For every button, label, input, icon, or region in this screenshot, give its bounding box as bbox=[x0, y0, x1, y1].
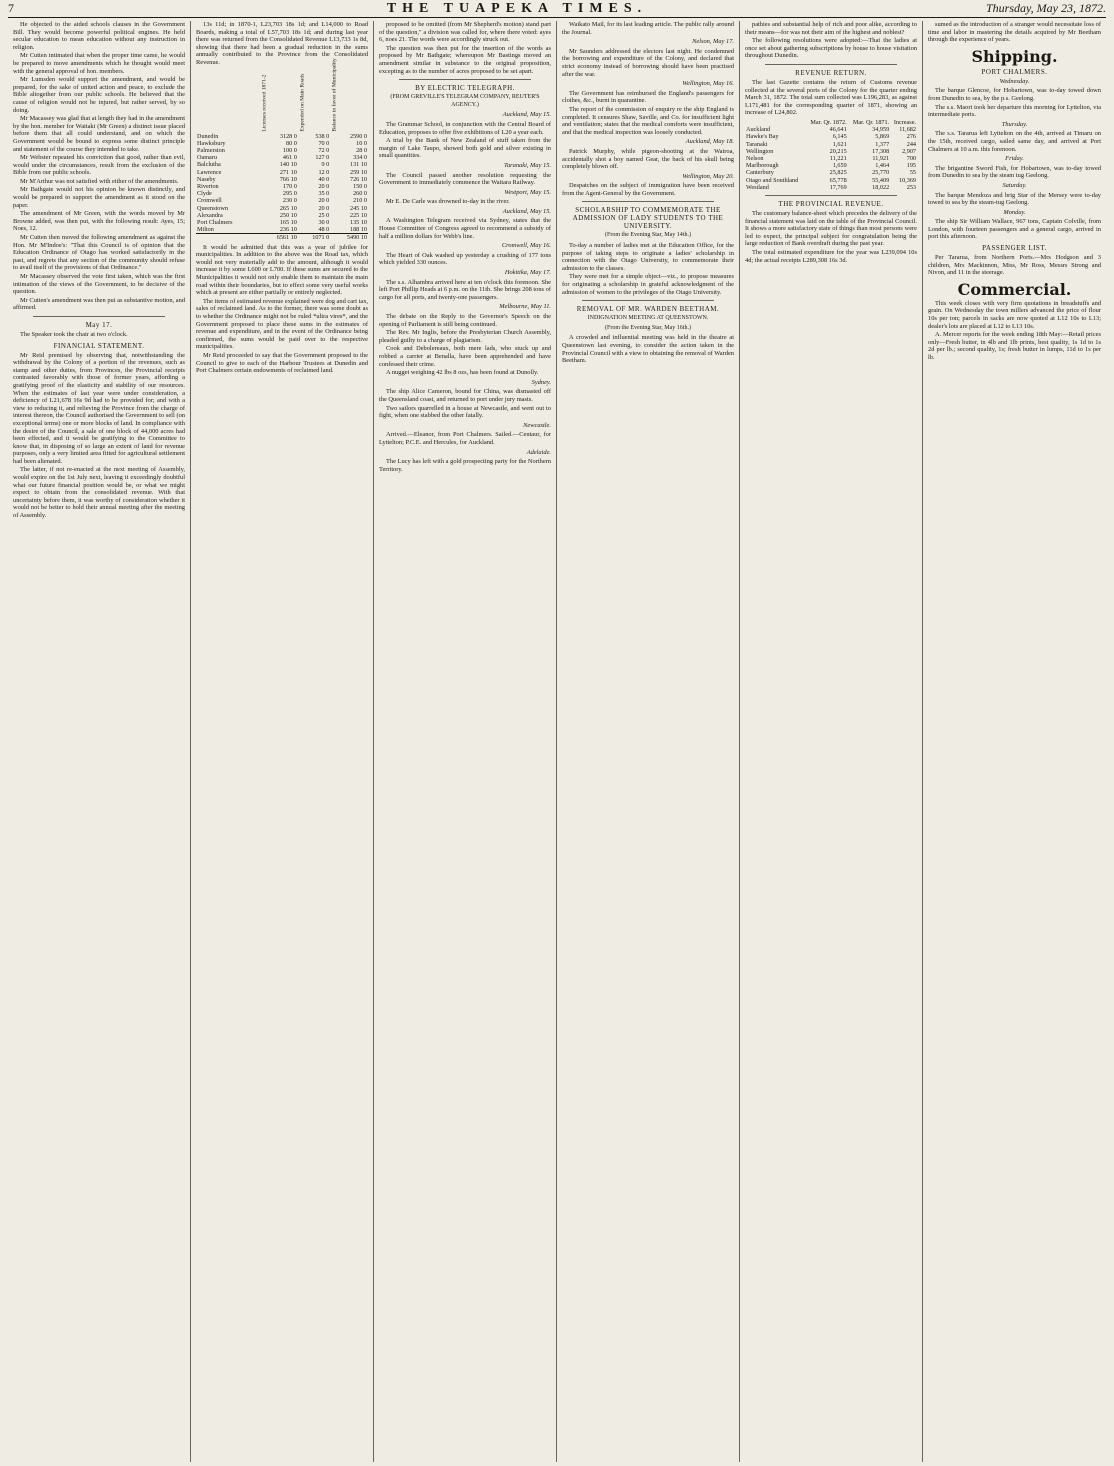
section-heading: PORT CHALMERS. bbox=[981, 67, 1048, 76]
section-heading: REVENUE RETURN. bbox=[795, 68, 867, 77]
table-cell: 55 bbox=[909, 169, 916, 177]
table-cell: Hawksbury bbox=[197, 139, 226, 147]
table-cell: 135 10 bbox=[349, 219, 367, 226]
table-cell: Balclutha bbox=[197, 161, 221, 169]
table-cell: 271 10 bbox=[279, 168, 297, 176]
article-paragraph: Despatches on the subject of immigration have been received from the Agent-General by the Government. bbox=[562, 182, 734, 197]
table-row bbox=[196, 205, 368, 212]
column-6 bbox=[923, 21, 1106, 1462]
table-cell: 188 10 bbox=[349, 226, 367, 234]
table-cell: Hawke's Bay bbox=[746, 133, 779, 141]
section-subheading: (From the Evening Star, May 16th.) bbox=[605, 324, 691, 331]
article-paragraph: Per Tararua, from Northern Ports.—Mrs Hodgson and 3 children, Mrs Mackinnon, Miss, Mr Ross, Messrs Strong and Nivon, and 11 in the steerage. bbox=[928, 254, 1101, 277]
article-paragraph: The following resolutions were adopted:—That the ladies at once set about gathering subscriptions by house to house visitation throughout Dunedin. bbox=[745, 37, 917, 60]
article-paragraph: The last Gazette contains the return of Customs revenue collected at the several ports of the Colony for the quarter ending March 31, 1872. The total sum collected was L196,283, as against L171,481 for the corresponding quarter of 1871, showing an increase of L24,802. bbox=[745, 78, 917, 117]
article-paragraph: Arrived.—Eleanor, from Port Chalmers. Sailed.—Centaur, for Lyttelton; P.C.E. and Hercules, for Auckland. bbox=[379, 431, 551, 446]
table-cell: 6561 10 bbox=[260, 234, 298, 242]
table-header: Mar. Qr. 1872. bbox=[810, 118, 847, 126]
table-cell: 131 10 bbox=[349, 161, 367, 169]
article-paragraph: Mr Reid premised by observing that, notwithstanding the withdrawal by the Colony of a portion of the revenues, such as stamp and other duties, from Provinces, the Provincial receipts contrasted favorably with those of former years, affording a gratifying proof of the elasticity and stability of our resources. When the estimates of last year were under consideration, a deficiency of L21,678 16s 9d had to be provided for; and with a view to reducing it, and relieving the Province from the charge of interest thereon, the Council authorised the Government to sell (on exceptional terms) one or more blocks of land. In compliance with the desire of the Council, a sale of one block of 44,000 acres had been effected, and it would be gratifying to the Committee to know that, in disposing of so large an extent of land for revenue purposes, only a very limited area fitted for agricultural settlement had been alienated. bbox=[13, 351, 185, 465]
table-cell: 10 0 bbox=[356, 139, 367, 147]
table-cell: 461 0 bbox=[282, 154, 297, 162]
table-row bbox=[196, 147, 368, 154]
dateline: Thursday. bbox=[1001, 120, 1028, 128]
table-cell: 1,464 bbox=[875, 162, 890, 170]
table-cell: 127 0 bbox=[315, 154, 330, 162]
table-cell: 225 10 bbox=[349, 211, 367, 219]
dateline: Cromwell, May 16. bbox=[501, 242, 551, 250]
table-cell: 12 0 bbox=[318, 168, 330, 176]
column-2 bbox=[191, 21, 374, 1462]
dateline: Auckland, May 15. bbox=[502, 111, 551, 119]
table-cell: 150 0 bbox=[353, 182, 367, 190]
table-cell: 9 0 bbox=[321, 161, 330, 169]
table-row bbox=[196, 161, 368, 168]
columns bbox=[8, 21, 1106, 1462]
dateline: Friday. bbox=[1005, 155, 1024, 163]
table-body bbox=[196, 133, 368, 242]
dateline: Nelson, May 17. bbox=[692, 38, 734, 46]
article-paragraph: 13s 11d; in 1870-1, L23,703 18s 1d; and L14,000 to Road Boards, making a total of L57,703 18s 1d; and during last year there was returned from the Consolidated Revenue L13,733 1s 8d, showing that there had been a gradual reduction in the sums annually contributed to the Province from the Consolidated Revenue. bbox=[196, 21, 368, 66]
article-paragraph: Mr Reid proceeded to say that the Government proposed to the Council to give to each of the Harbour Trustees at Dunedin and Port Chalmers certain endowments of reclaimed land. bbox=[196, 351, 368, 375]
table-cell: 230 0 bbox=[282, 197, 297, 205]
table-header-row bbox=[745, 119, 917, 126]
table-cell: 1,377 bbox=[875, 140, 890, 148]
page-number: 7 bbox=[8, 1, 14, 15]
table-cell: 245 10 bbox=[349, 204, 367, 212]
table-cell: 30 0 bbox=[318, 219, 330, 226]
dateline: Newcastle. bbox=[523, 421, 551, 429]
table-header bbox=[196, 69, 260, 133]
article-paragraph: Mr Cutten then moved the following amendment as against the Hon. Mr M'Indoe's: "That this Council is of opinion that the Education Ordinance of Otago has worked satisfactorily in the past, and regrets that any section of the community should refuse to avail itself of the provisions of that Ordinance." bbox=[13, 234, 185, 272]
customs-revenue-table bbox=[745, 119, 917, 191]
table-cell: Cromwell bbox=[197, 197, 222, 205]
table-cell: 34,959 bbox=[872, 126, 890, 134]
table-total-row bbox=[196, 234, 368, 242]
table-row bbox=[745, 148, 917, 155]
dateline: Monday. bbox=[1003, 208, 1026, 216]
column-3 bbox=[374, 21, 557, 1462]
table-cell: 25 0 bbox=[318, 211, 330, 219]
article-paragraph: A trial by the Bank of New Zealand of stuff taken from the margin of Lake Taupo, showed both gold and silver existing in small quantities. bbox=[379, 137, 551, 160]
table-cell: 210 0 bbox=[353, 197, 367, 205]
table-cell: 1,659 bbox=[832, 162, 847, 170]
table-cell: 766 10 bbox=[279, 175, 297, 183]
article-paragraph: pathies and substantial help of rich and poor alike, according to their means—for was not their aim of the highest and noblest? bbox=[745, 21, 917, 36]
table-cell bbox=[196, 234, 260, 242]
table-row bbox=[196, 219, 368, 226]
article-paragraph: Mr Cutten's amendment was then put as substantive motion, and affirmed. bbox=[13, 296, 185, 312]
section-heading: THE PROVINCIAL REVENUE. bbox=[778, 199, 884, 208]
section-heading: REMOVAL OF MR. WARDEN BEETHAM. bbox=[576, 305, 720, 314]
article-paragraph: He objected to the aided schools clauses in the Government Bill. They would become powerful political engines. He held secular education to mean education without any instruction in religion. bbox=[13, 21, 185, 51]
dateline: Auckland, May 18. bbox=[685, 138, 734, 146]
article-paragraph: The s.s. Maori took her departure this morning for Lyttelton, via intermediate ports. bbox=[928, 103, 1101, 119]
table-row bbox=[745, 126, 917, 133]
section-subheading: (FROM GREVILLE'S TELEGRAM COMPANY, REUTER'S AGENCY.) bbox=[390, 94, 540, 108]
table-header bbox=[745, 119, 805, 126]
article-paragraph: The Heart of Oak washed up yesterday a crushing of 177 tons which yielded 330 ounces. bbox=[379, 251, 551, 267]
table-cell: 253 bbox=[906, 183, 916, 191]
table-cell: Otago and Southland bbox=[746, 176, 799, 184]
table-cell: 260 0 bbox=[353, 190, 367, 198]
table-cell: 17,308 bbox=[872, 147, 890, 155]
article-paragraph: The latter, if not re-enacted at the next meeting of Assembly, would expire on the 1st July next, leaving it exceedingly doubtful what our future financial position would be, or what we might expect to obtain from the consolidated revenue. With that uncertainty before them, it was worthy of consideration whether it would not be better to hold their annual meeting after the meeting of Assembly. bbox=[13, 466, 185, 520]
table-cell: 236 10 bbox=[279, 226, 297, 234]
table-cell: Canterbury bbox=[746, 169, 774, 177]
table-cell: 20,215 bbox=[829, 147, 847, 155]
table-cell: Oamaru bbox=[197, 154, 217, 162]
table-row bbox=[196, 140, 368, 147]
column-5 bbox=[740, 21, 923, 1462]
article-paragraph: The Rev. Mr Inglis, before the Presbyterian Church Assembly, pleaded guilty to a charge of plagiarism. bbox=[379, 329, 551, 344]
table-row bbox=[196, 176, 368, 183]
table-row bbox=[745, 162, 917, 169]
table-cell: 244 bbox=[906, 140, 916, 148]
table-cell: 28 0 bbox=[356, 146, 367, 154]
article-paragraph: sumed as the introduction of a stranger would necessitate loss of time and labor in mastering the details acquired by Mr Beetham through the experience of years. bbox=[928, 21, 1101, 44]
table-cell: 250 10 bbox=[279, 211, 297, 219]
table-cell: 259 10 bbox=[349, 168, 367, 176]
table-cell: Westland bbox=[746, 183, 769, 191]
dateline: Auckland, May 15. bbox=[502, 207, 551, 215]
article-paragraph: The ship Sir William Wallace, 967 tons, Captain Colville, from London, with fourteen passengers and a general cargo, arrived in port this afternoon. bbox=[928, 218, 1101, 241]
article-paragraph: The amendment of Mr Green, with the words moved by Mr Browne added, was then put, with the following result: Ayes, 15; Noes, 12. bbox=[13, 210, 185, 233]
section-subheading: INDIGNATION MEETING AT QUEENSTOWN. bbox=[587, 315, 709, 322]
table-cell: 25,770 bbox=[872, 169, 890, 177]
divider bbox=[399, 79, 531, 80]
article-paragraph: The items of estimated revenue explained were dog and cart tax, sales of reclaimed land. As to the former, there was some doubt as to whether the Ordinance might not be ruled *ultra vires*, and the Government proposed to place these sums in the estimates of revenue and expenditure, and in the event of the Ordinance being confirmed, the sums would be paid over to the respective municipalities. bbox=[196, 297, 368, 351]
dateline: Westport, May 15. bbox=[504, 188, 551, 196]
table-cell: 295 0 bbox=[282, 190, 297, 198]
table-cell: 55,409 bbox=[872, 176, 890, 184]
table-cell: 165 10 bbox=[279, 219, 297, 226]
section-heading: FINANCIAL STATEMENT. bbox=[53, 341, 145, 350]
table-cell: Alexandra bbox=[197, 211, 223, 219]
table-cell: 2590 0 bbox=[349, 132, 367, 140]
article-paragraph: Cook and Debolereaux, both mere lads, who stuck up and robbed a carrier at Benalla, have been apprehended and have confessed their crime. bbox=[379, 345, 551, 368]
table-cell: 265 10 bbox=[279, 204, 297, 212]
table-cell: 700 bbox=[906, 154, 916, 162]
article-paragraph: The total estimated expenditure for the year was L239,094 10s 4d; the actual receipts L289,308 16s 3d. bbox=[745, 248, 917, 264]
table-cell: Palmerston bbox=[197, 146, 225, 154]
table-cell: Queenstown bbox=[197, 204, 228, 212]
article-paragraph: Two sailors quarrelled in a house at Newcastle, and went out to fight, when one stabbed the other fatally. bbox=[379, 404, 551, 420]
article-paragraph: A Washington Telegram received via Sydney, states that the House Committee of Congress agreed to recommend a subsidy of half a million dollars for Webb's line. bbox=[379, 217, 551, 240]
table-cell: 70 0 bbox=[318, 139, 330, 147]
article-paragraph: Mr Macassey observed the vote first taken, which was the first intimation of the views of the Government, to be decisive of the question. bbox=[13, 273, 185, 296]
article-paragraph: Patrick Murphy, while pigeon-shooting at the Wairoa, accidentally shot a boy named Gear, the back of his skull being completely blown off. bbox=[562, 147, 734, 171]
table-row bbox=[745, 141, 917, 148]
dateline: Hokitika, May 17. bbox=[504, 269, 551, 277]
table-cell: 10,369 bbox=[898, 176, 916, 184]
table-cell: 334 0 bbox=[353, 154, 367, 162]
article-paragraph: The customary balance-sheet which precedes the delivery of the financial statement was laid on the table of the Provincial Council. It shows a more satisfactory state of things than most persons were led to expect, the principal subject for congratulation being the large reduction of Bank overdraft during the past year. bbox=[745, 209, 917, 248]
table-cell: 20 0 bbox=[318, 197, 330, 205]
table-header: Licenses received 1871-2 bbox=[261, 74, 268, 132]
article-paragraph: Mr Cutten intimated that when the proper time came, he would be prepared to move amendments which he thought would meet with the general approval of hon. members. bbox=[13, 52, 185, 75]
table-header: Expended on Main Roads bbox=[299, 74, 306, 132]
article-paragraph: The ship Alice Cameron, bound for China, was dismasted off the Queensland coast, and returned to port under jury masts. bbox=[379, 388, 551, 403]
table-row bbox=[745, 184, 917, 191]
table-cell: 72 0 bbox=[318, 146, 330, 154]
table-row bbox=[745, 133, 917, 140]
table-cell: 46,641 bbox=[829, 126, 847, 134]
table-cell: 6,145 bbox=[832, 133, 847, 141]
table-cell: Port Chalmers bbox=[197, 219, 233, 226]
table-cell: 18,022 bbox=[872, 183, 890, 191]
table-cell: 11,682 bbox=[899, 126, 916, 134]
table-cell: 40 0 bbox=[318, 175, 330, 183]
table-cell: 170 0 bbox=[282, 182, 297, 190]
table-cell: 20 0 bbox=[318, 204, 330, 212]
table-cell: 140 10 bbox=[279, 161, 297, 169]
newspaper-title: THE TUAPEKA TIMES. bbox=[386, 0, 648, 16]
table-cell: 17,769 bbox=[829, 183, 847, 191]
dateline: Taranaki, May 15. bbox=[504, 161, 551, 169]
table-row bbox=[196, 133, 368, 140]
section-subheading: (From the Evening Star, May 14th.) bbox=[605, 232, 691, 239]
table-cell: 726 10 bbox=[349, 175, 367, 183]
article-paragraph: They were met for a simple object—viz., to propose measures for originating a scholarship in grateful acknowledgment of the admission of women to the privileges of the Otago University. bbox=[562, 273, 734, 296]
table-body bbox=[745, 126, 917, 191]
article-paragraph: A nugget weighing 42 lbs 8 ozs, has been found at Dunolly. bbox=[386, 369, 539, 377]
article-paragraph: Mr Bathgate would not his opinion be known distinctly, and would be prepared to support the amendment as it stood on the paper. bbox=[13, 186, 185, 209]
table-row bbox=[196, 154, 368, 161]
table-cell: Wellington bbox=[746, 147, 774, 155]
table-cell: 25,825 bbox=[829, 169, 847, 177]
article-paragraph: The barque Mendoza and brig Star of the Mersey were to-day towed to sea by the steam-tug Geelong. bbox=[928, 191, 1101, 207]
table-cell: 11,921 bbox=[872, 154, 890, 162]
table-cell: 80 0 bbox=[286, 139, 297, 147]
dateline: Wednesday. bbox=[999, 77, 1030, 85]
table-row bbox=[196, 226, 368, 234]
table-row bbox=[196, 183, 368, 190]
table-header: Increase. bbox=[893, 118, 916, 126]
dateline: Melbourne, May 11. bbox=[499, 303, 551, 311]
article-paragraph: Mr Lumsden would support the amendment, and would be prepared, for the sake of united action and peace, to exclude the Bible altogether from our public schools. He believed that the cause of religion would not be injured, but rather served, by so doing. bbox=[13, 76, 185, 114]
table-cell: Nelson bbox=[746, 154, 764, 162]
dateline: Wellington, May 16. bbox=[682, 80, 734, 88]
article-paragraph: The s.s. Tararua left Lyttelton on the 4th, arrived at Timaru on the 15th, received cargo, sailed same day, and arrived at Port Chalmers at 10 a.m. this forenoon. bbox=[928, 130, 1101, 153]
road-board-table bbox=[196, 58, 368, 242]
table-cell: 5490 10 bbox=[330, 234, 368, 242]
article-paragraph: Mr M'Arthur was not satisfied with either of the amendments. bbox=[20, 177, 179, 185]
article-paragraph: Mr E. De Carle was drowned to-day in the river. bbox=[386, 198, 510, 206]
article-paragraph: Waikato Mail, for its last leading article. The public rally around the Journal. bbox=[562, 21, 734, 36]
article-paragraph: The Grammar School, in conjunction with the Central Board of Education, proposes to offer five exhibitions of L20 a year each. bbox=[379, 120, 551, 136]
table-cell: 65,778 bbox=[829, 176, 847, 184]
article-paragraph: The debate on the Reply to the Governor's Speech on the opening of Parliament is still being continued. bbox=[379, 313, 551, 328]
divider bbox=[765, 64, 897, 65]
table-cell: 1,621 bbox=[832, 140, 847, 148]
table-cell: Taranaki bbox=[746, 140, 768, 148]
table-row bbox=[745, 177, 917, 184]
article-paragraph: The barque Glencoe, for Hobartown, was to-day towed down from Dunedin to sea, by the p.s. Geelong. bbox=[928, 87, 1101, 102]
article-paragraph: It would be admitted that this was a year of jubilee for municipalities. In addition to the above was the Road tax, which would not very materially add to the amount, although it would increase it by some L600 or L700. If these sums are secured to the Municipalities it would not only enable them to maintain the main road within their boundaries, but to effect some very useful works which at present are either partially or entirely neglected. bbox=[196, 243, 368, 297]
section-banner: Commercial. bbox=[957, 279, 1072, 299]
article-paragraph: A. Mercer reports for the week ending 18th May:—Retail prices only—Fresh butter, in 4lb and 1lb prints, best quality, 1s 1d to 1s 2d per lb.; second quality, 1s; fresh butter in lumps, 11d to 1s per lb. bbox=[928, 331, 1101, 361]
column-4 bbox=[557, 21, 740, 1462]
table-header: Balance in favor of Municipality bbox=[331, 58, 338, 132]
table-cell: Dunedin bbox=[197, 132, 219, 140]
table-cell: 538 0 bbox=[315, 132, 330, 140]
table-cell: 5,869 bbox=[875, 133, 890, 141]
section-heading: PASSENGER LIST. bbox=[982, 244, 1047, 253]
dateline: Wellington, May 20. bbox=[682, 172, 734, 180]
article-paragraph: This week closes with very firm quotations in breadstuffs and grain. On Wednesday the town millers advanced the price of flour 10s per ton; parcels in sacks are now quoted at L12 10s to L13; dealer's lots are placed at L12 to L13 10s. bbox=[928, 299, 1101, 330]
divider bbox=[582, 201, 714, 202]
table-row bbox=[196, 197, 368, 204]
table-cell: 2,907 bbox=[902, 147, 916, 155]
divider bbox=[33, 316, 165, 317]
table-cell: 100 0 bbox=[282, 146, 297, 154]
article-paragraph: The question was then put for the insertion of the words as proposed by Mr Bathgate; whereupon Mr Bastings moved an amendment similar in substance to the original proposition, excepting as to the number of acres proposed to be set apart. bbox=[379, 44, 551, 75]
table-row bbox=[745, 155, 917, 162]
table-cell: Naseby bbox=[197, 175, 216, 183]
table-cell: 20 0 bbox=[318, 182, 330, 190]
article-paragraph: The Council passed another resolution requesting the Government to immediately commence the Waitara Railway. bbox=[379, 171, 551, 187]
table-cell: 3128 0 bbox=[279, 132, 297, 140]
section-heading: BY ELECTRIC TELEGRAPH. bbox=[415, 84, 515, 93]
masthead bbox=[8, 0, 1106, 18]
article-paragraph: The brigantine Sword Fish, for Hobartown, was to-day towed from Dunedin to sea by the steam tug Geelong. bbox=[928, 164, 1101, 180]
article-paragraph: Mr Saunders addressed the electors last night. He condemned the borrowing and expenditure of the Colony, and declared that strict economy instead of borrowing should have been practised after the war. bbox=[562, 47, 734, 78]
section-heading: SCHOLARSHIP TO COMMEMORATE THE ADMISSION OF LADY STUDENTS TO THE UNIVERSITY. bbox=[572, 206, 724, 231]
table-row bbox=[196, 212, 368, 219]
table-cell: Milton bbox=[197, 226, 214, 234]
dateline: Adelaide. bbox=[526, 448, 551, 456]
column-1 bbox=[8, 21, 191, 1462]
dateline: Sydney. bbox=[531, 378, 551, 386]
article-paragraph: To-day a number of ladies met at the Education Office, for the purpose of taking steps to originate a ladies' scholarship in connection with the Otago University, to commemorate their admission to the classes. bbox=[562, 242, 734, 272]
article-paragraph: The Government has reimbursed the England's passengers for clothes, &c., burnt in quarantine. bbox=[562, 89, 734, 105]
table-row bbox=[196, 169, 368, 176]
dateline: Saturday. bbox=[1002, 181, 1027, 189]
table-row bbox=[196, 190, 368, 197]
divider bbox=[765, 195, 897, 196]
divider bbox=[582, 300, 714, 301]
table-cell: 276 bbox=[906, 133, 916, 141]
article-paragraph: Mr Macassey was glad that at length they had in the amendment by the hon. member for Waitaki (Mr Green) a distinct issue placed before them that all could understand, and on which the Government would be bound to express some distinct principle and statement of the course they intended to take. bbox=[13, 115, 185, 153]
table-cell: Riverton bbox=[197, 182, 219, 190]
article-paragraph: Mr Webster repeated his conviction that good, rather than evil, would under the circumstances, result from the exclusion of the Bible from our public schools. bbox=[13, 154, 185, 177]
table-cell: Marlborough bbox=[746, 162, 779, 170]
table-cell: Lawrence bbox=[197, 168, 222, 176]
article-paragraph: The Speaker took the chair at two o'clock. bbox=[20, 330, 128, 338]
table-cell: 1071 0 bbox=[298, 234, 330, 242]
article-paragraph: proposed to be omitted (from Mr Shepherd's motion) stand part of the question," a division was called for, where there voted: ayes 6, noes 21. The words were accordingly struck out. bbox=[379, 21, 551, 44]
table-cell: 11,221 bbox=[829, 154, 847, 162]
table-cell: 35 0 bbox=[318, 190, 330, 198]
article-paragraph: The s.s. Alhambra arrived here at ten o'clock this forenoon. She left Port Phillip Heads at 6 p.m. on the 11th. She brings 208 tons of cargo for all ports, and twenty-one passengers. bbox=[379, 278, 551, 301]
table-cell: Auckland bbox=[746, 126, 771, 134]
table-header: Mar. Qr. 1871. bbox=[852, 118, 890, 126]
section-date-heading: May 17. bbox=[85, 320, 113, 329]
article-paragraph: The Lucy has left with a gold prospecting party for the Northern Territory. bbox=[379, 458, 551, 473]
article-paragraph: A crowded and influential meeting was held in the theatre at Queenstown last evening, to consider the action taken in the Provincial Council with a view to obtaining the removal of Warden Beetham. bbox=[562, 334, 734, 365]
table-header-row bbox=[196, 69, 368, 133]
issue-date: Thursday, May 23, 1872. bbox=[985, 1, 1106, 15]
section-banner: Shipping. bbox=[971, 46, 1058, 66]
table-cell: 48 0 bbox=[318, 226, 330, 234]
table-cell: 195 bbox=[906, 162, 916, 170]
table-cell: Clyde bbox=[197, 190, 212, 198]
article-paragraph: The report of the commission of enquiry re the ship England is completed. It censures Shaw, Saville, and Co. for insufficient light and ventilation; states that the medical comforts were insufficient, and that the medical inspection was loosely conducted. bbox=[562, 105, 734, 136]
table-row bbox=[745, 169, 917, 176]
